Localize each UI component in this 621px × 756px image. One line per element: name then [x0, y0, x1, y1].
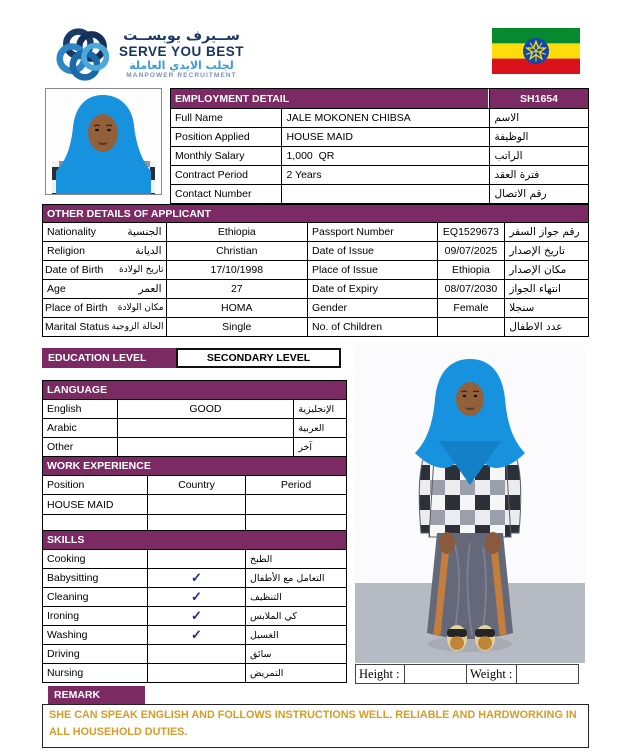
field-value: EQ1529673 [437, 223, 505, 241]
field-value: Ethiopia [437, 261, 505, 279]
field-value: Ethiopia [166, 223, 307, 241]
field-value: Female [437, 299, 505, 317]
skill-name: Cleaning [47, 591, 89, 603]
table-row [43, 514, 346, 531]
applicant-fullbody-photo [355, 345, 585, 663]
work-experience-table [42, 456, 347, 532]
language-name: Other [47, 441, 74, 453]
table-row [43, 317, 588, 336]
table-row [43, 241, 588, 260]
field-label-ar: فترة العقد [489, 166, 588, 184]
language-table [42, 380, 347, 457]
logo-tagline: MANPOWER RECRUITMENT [126, 71, 237, 79]
skill-name: Babysitting [47, 572, 99, 584]
field-value: 08/07/2030 [437, 280, 505, 298]
employment-detail-table [170, 88, 589, 204]
language-header-row [43, 381, 346, 399]
logo-name: SERVE YOU BEST [119, 44, 245, 60]
field-label-ar: الوظيفة [489, 128, 588, 146]
field-label-ar: تاريخ الولادة [119, 265, 164, 275]
field-label: Position Applied [175, 131, 250, 143]
field-label-ar: مكان الإصدار [504, 261, 588, 279]
skill-name-ar: الطبخ [245, 550, 346, 568]
experience-period [245, 515, 346, 531]
applicant-headshot-photo [45, 88, 162, 195]
table-row [171, 184, 588, 203]
experience-period [245, 495, 346, 514]
table-row [43, 644, 346, 663]
column-header: Position [47, 479, 85, 491]
field-label-ar: رقم جواز السفر [504, 223, 588, 241]
field-label: Monthly Salary [175, 150, 245, 162]
table-row [43, 663, 346, 682]
field-label: Date of Birth [45, 264, 104, 276]
employment-title: EMPLOYMENT DETAIL [171, 89, 489, 108]
language-name-ar: آخر [293, 438, 346, 456]
skill-name: Driving [47, 648, 80, 660]
skills-title: SKILLS [43, 531, 346, 549]
skill-name: Washing [47, 629, 88, 641]
field-value: Single [166, 318, 307, 336]
field-value [437, 318, 505, 336]
field-value: 1,000 QR [281, 147, 489, 165]
field-label: Date of Expiry [307, 280, 437, 298]
field-label: Age [47, 283, 66, 295]
field-label-ar: العمر [138, 283, 162, 295]
field-label-pair [43, 318, 166, 336]
reference-number: SH1654 [489, 89, 588, 108]
logo-arabic-name: ســيرف يوبســت [123, 27, 240, 44]
field-label: Gender [307, 299, 437, 317]
agency-logo [55, 26, 244, 82]
column-header: Country [147, 476, 245, 494]
field-value: JALE MOKONEN CHIBSA [281, 109, 489, 127]
language-title: LANGUAGE [43, 381, 346, 399]
field-label-ar: الحالة الزوجية [111, 322, 164, 332]
ethiopia-flag-icon [492, 28, 580, 74]
weight-value [516, 665, 578, 683]
table-row [171, 108, 588, 127]
field-value: 09/07/2025 [437, 242, 505, 260]
skill-checkmark: ✓ [147, 626, 245, 644]
field-label-ar: رقم الاتصال [489, 185, 588, 203]
field-value: 2 Years [281, 166, 489, 184]
remark-title: REMARK [48, 686, 145, 704]
education-level-label: EDUCATION LEVEL [42, 348, 176, 368]
employment-header-row [171, 89, 588, 108]
skills-header-row [43, 531, 346, 549]
field-label-ar: مكان الولادة [117, 303, 164, 313]
field-label: Place of Birth [45, 302, 108, 314]
height-label: Height : [359, 666, 400, 681]
field-label: Full Name [175, 112, 223, 124]
skill-checkmark [147, 664, 245, 682]
height-value [404, 665, 466, 683]
field-label-ar: عدد الاطفال [504, 318, 588, 336]
field-label: Contract Period [175, 169, 248, 181]
language-name-ar: الإنجليزية [293, 400, 346, 418]
table-row [171, 127, 588, 146]
field-label: Religion [47, 245, 85, 257]
skill-checkmark: ✓ [147, 607, 245, 625]
field-label: Place of Issue [307, 261, 437, 279]
field-label-ar: انتهاء الجواز [504, 280, 588, 298]
other-details-table [42, 204, 589, 337]
field-value: 17/10/1998 [166, 261, 307, 279]
field-label-pair [43, 242, 166, 260]
field-label: Nationality [47, 226, 97, 238]
field-value: HOUSE MAID [281, 128, 489, 146]
table-row [43, 549, 346, 568]
skill-name-ar: كي الملابس [245, 607, 346, 625]
language-level [117, 419, 294, 437]
field-value: Christian [166, 242, 307, 260]
skill-checkmark [147, 645, 245, 663]
skill-name-ar: سائق [245, 645, 346, 663]
field-label-pair [43, 280, 166, 298]
skill-checkmark [147, 550, 245, 568]
skill-name-ar: التعامل مع الأطفال [245, 569, 346, 587]
other-details-title: OTHER DETAILS OF APPLICANT [43, 205, 588, 222]
language-level [117, 438, 294, 456]
skill-name: Ironing [47, 610, 80, 622]
table-row [43, 399, 346, 418]
skill-name: Cooking [47, 553, 86, 565]
field-label-ar: تاريخ الإصدار [504, 242, 588, 260]
language-level: GOOD [117, 400, 294, 418]
logo-arabic-tagline: لجلب الايدي العاملة [129, 58, 234, 72]
remark-text: SHE CAN SPEAK ENGLISH AND FOLLOWS INSTRUCTIONS WELL. RELIABLE AND HARDWORKING IN ALL HOUSEHOLD DUTIES. [42, 704, 589, 748]
field-label-ar: الاسم [489, 109, 588, 127]
experience-country [147, 495, 245, 514]
table-row [171, 165, 588, 184]
skills-table [42, 530, 347, 683]
language-name-ar: العربية [293, 419, 346, 437]
field-label-ar: الجنسية [127, 226, 162, 238]
field-value [281, 185, 489, 203]
logo-text-block [119, 29, 244, 79]
table-row [171, 146, 588, 165]
table-row [43, 494, 346, 514]
table-row [43, 625, 346, 644]
field-value: 27 [166, 280, 307, 298]
field-label: Passport Number [307, 223, 437, 241]
table-row [43, 437, 346, 456]
headshot-illustration [46, 89, 161, 194]
experience-position [43, 515, 147, 531]
column-header-row [43, 475, 346, 494]
measurements-table [355, 664, 579, 684]
field-label: Contact Number [175, 188, 252, 200]
other-details-header-row [43, 205, 588, 222]
table-row [43, 222, 588, 241]
field-label-ar: الراتب [489, 147, 588, 165]
experience-position: HOUSE MAID [47, 498, 114, 511]
field-value: HOMA [166, 299, 307, 317]
skill-checkmark: ✓ [147, 569, 245, 587]
field-label-ar: سنجلا [504, 299, 588, 317]
skill-name-ar: الغسيل [245, 626, 346, 644]
column-header: Period [245, 476, 346, 494]
table-row [43, 260, 588, 279]
field-label: No. of Children [307, 318, 437, 336]
table-row [43, 587, 346, 606]
field-label-ar: الديانة [135, 245, 162, 257]
work-experience-title: WORK EXPERIENCE [43, 457, 346, 475]
skill-name-ar: التنظيف [245, 588, 346, 606]
experience-country [147, 515, 245, 531]
language-name: Arabic [47, 422, 77, 434]
skill-checkmark: ✓ [147, 588, 245, 606]
table-row [43, 298, 588, 317]
field-label: Date of Issue [307, 242, 437, 260]
work-experience-header-row [43, 457, 346, 475]
field-label-pair [43, 223, 166, 241]
fullbody-illustration [355, 345, 585, 663]
field-label: Marital Status [45, 321, 110, 333]
skill-name: Nursing [47, 667, 84, 679]
weight-label: Weight : [466, 665, 516, 683]
table-row [43, 606, 346, 625]
table-row [43, 568, 346, 587]
knot-logo-icon [55, 26, 113, 82]
language-name: English [47, 403, 82, 415]
table-row [43, 279, 588, 298]
field-label-pair [43, 299, 166, 317]
skill-name-ar: التمريض [245, 664, 346, 682]
field-label-pair [43, 261, 166, 279]
table-row [43, 418, 346, 437]
education-level-value: SECONDARY LEVEL [176, 348, 341, 368]
